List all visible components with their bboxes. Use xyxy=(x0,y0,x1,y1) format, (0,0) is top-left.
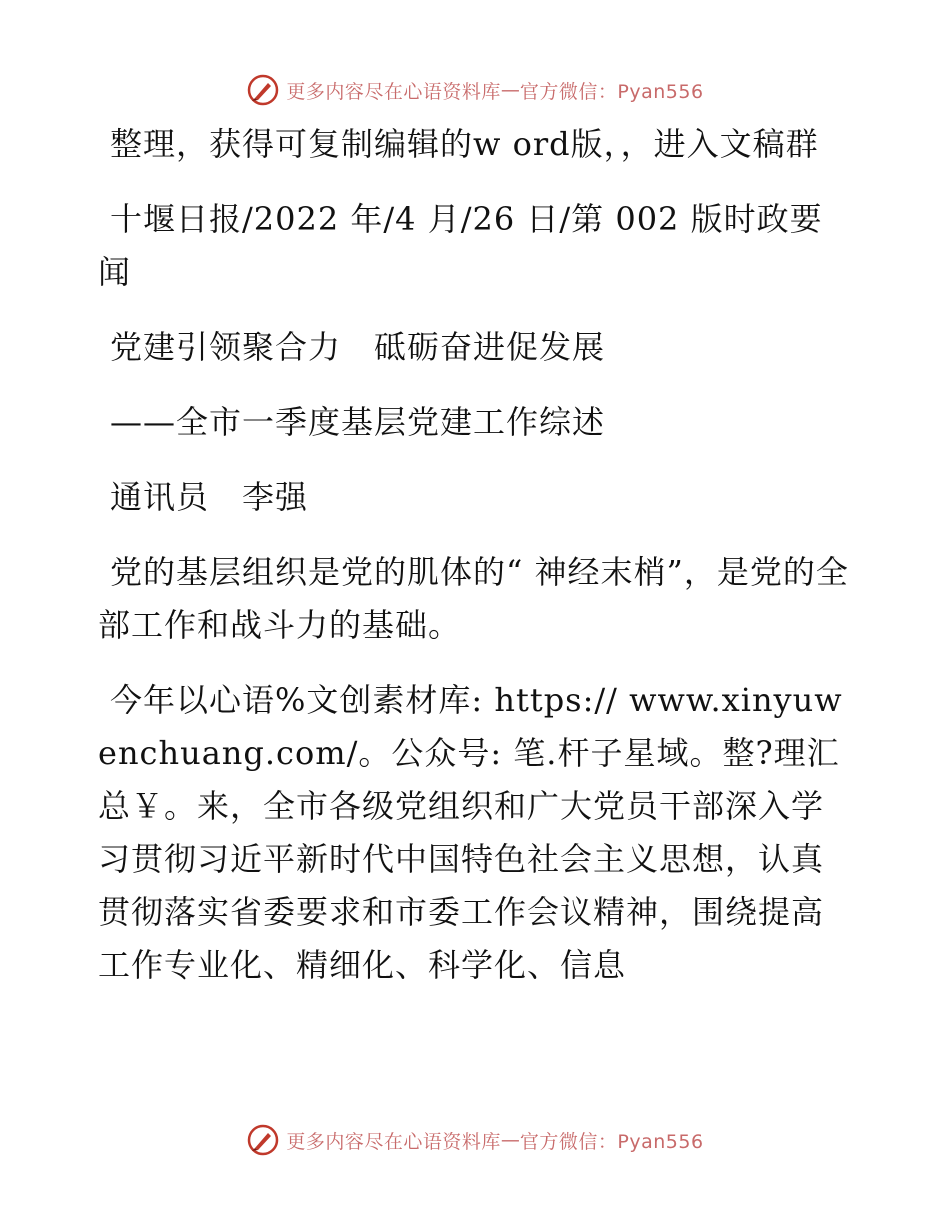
watermark-text: 更多内容尽在心语资料库 xyxy=(286,1130,501,1153)
intro-note: 整理，获得可复制编辑的w ord版，，进入文稿群 xyxy=(110,125,819,163)
watermark-contact: 官方微信：Pyan556 xyxy=(519,1130,704,1153)
source-line: 十堰日报/2022 年/4 月/26 日/第 002 版时政要闻 xyxy=(98,200,823,291)
watermark-text: 更多内容尽在心语资料库 xyxy=(286,80,501,103)
watermark-separator: — xyxy=(500,1129,520,1151)
article-subtitle: ——全市一季度基层党建工作综述 xyxy=(110,403,606,441)
article-title: 党建引领聚合力 砥砺奋进促发展 xyxy=(110,328,606,366)
body-paragraph: 党的基层组织是党的肌体的“ 神经末梢”，是党的全部工作和战斗力的基础。 xyxy=(98,553,849,644)
pen-logo-icon xyxy=(246,73,280,107)
body-paragraph: 今年以心语%文创素材库: https:// www.xinyuwenchuang.com/。公众号: 笔.杆子星域。整?理汇总￥。来，全市各级党组织和广大党员干部深入学习贯彻习近平新时代中国特色社会主义思想，认真贯彻落实省委要求和市委工作会议精神，围绕提高工作专业化、精细化、科学化、信息 xyxy=(98,681,843,984)
document-body xyxy=(98,118,850,1014)
watermark-contact: 官方微信：Pyan556 xyxy=(519,80,704,103)
header-watermark xyxy=(0,70,950,110)
byline: 通讯员 李强 xyxy=(110,478,309,516)
footer-watermark xyxy=(0,1120,950,1160)
watermark-separator: — xyxy=(500,79,520,101)
pen-logo-icon xyxy=(246,1123,280,1157)
